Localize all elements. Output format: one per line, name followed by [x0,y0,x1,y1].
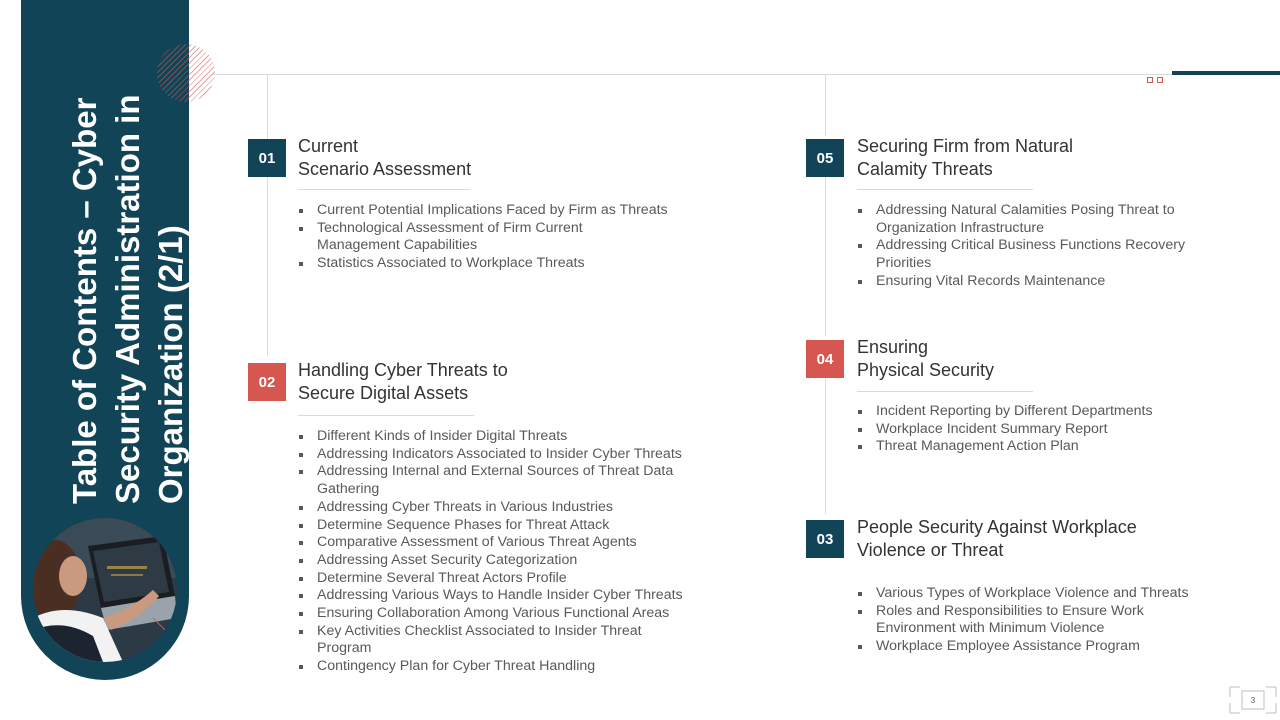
list-item: Addressing Cyber Threats in Various Industries [298,499,708,517]
page-number: 3 [1250,696,1256,705]
list-item: Ensuring Vital Records Maintenance [857,273,1217,291]
list-item: Addressing Critical Business Functions Recovery Priorities [857,237,1216,272]
section-number-badge: 02 [248,363,286,401]
section-rule [298,415,474,416]
section-title-line: Secure Digital Assets [298,383,469,403]
section-number-badge: 01 [248,139,286,177]
section-number-badge: 04 [806,340,844,378]
list-item: Technological Assessment of Firm Current Management Capabilities [298,220,617,255]
left-timeline-line [267,74,268,356]
top-divider-line [213,74,1173,75]
list-item: Addressing Asset Security Categorization [298,552,708,570]
section-title-line: Physical Security [857,360,995,380]
section-title-line: Calamity Threats [857,159,993,179]
page-title: Table of Contents – Cyber Security Administration in Organization (2/1) [66,94,189,504]
top-accent-bar [1172,71,1280,75]
section-bullet-list [857,585,1227,656]
section-title-line: Securing Firm from Natural [857,136,1074,156]
list-item: Incident Reporting by Different Departments [857,403,1217,421]
list-item: Key Activities Checklist Associated to Insider Threat Program [298,623,677,658]
right-timeline-line-bottom [825,378,826,514]
right-timeline-line-mid [825,176,826,336]
list-item: Comparative Assessment of Various Threat Agents [298,534,708,552]
list-item: Current Potential Implications Faced by Firm as Threats [298,202,698,220]
section-title [857,336,1117,382]
section-title [857,135,1117,181]
section-title-line: Violence or Threat [857,540,1004,560]
sidebar-panel [21,0,189,680]
list-item: Different Kinds of Insider Digital Threats [298,428,708,446]
decorative-striped-circle [157,44,215,102]
section-title-line: Scenario Assessment [298,159,472,179]
list-item: Addressing Natural Calamities Posing Threat to Organization Infrastructure [857,202,1196,237]
section-rule [857,189,1033,190]
right-timeline-line-top [825,74,826,136]
list-item: Contingency Plan for Cyber Threat Handling [298,658,708,676]
list-item: Determine Several Threat Actors Profile [298,570,708,588]
section-rule [298,189,470,190]
person-laptop-photo [33,518,177,662]
section-title [298,359,558,405]
list-item: Roles and Responsibilities to Ensure Work Environment with Minimum Violence [857,603,1186,638]
section-number-badge: 03 [806,520,844,558]
list-item: Determine Sequence Phases for Threat Attack [298,517,708,535]
section-title-line: Current [298,136,359,156]
section-rule [857,391,1033,392]
section-bullet-list [857,202,1217,291]
list-item: Addressing Various Ways to Handle Insider Cyber Threats [298,587,708,605]
list-item: Various Types of Workplace Violence and Threats [857,585,1227,603]
decorative-squares [1147,70,1167,88]
list-item: Addressing Indicators Associated to Insider Cyber Threats [298,446,708,464]
list-item: Threat Management Action Plan [857,438,1217,456]
section-title-line: Ensuring [857,337,929,357]
section-bullet-list [298,428,708,676]
section-title [298,135,558,181]
section-title [857,516,1197,562]
section-title-line: People Security Against Workplace [857,517,1137,537]
list-item: Addressing Internal and External Sources of Threat Data Gathering [298,463,697,498]
section-title-line: Handling Cyber Threats to [298,360,508,380]
section-number-badge: 05 [806,139,844,177]
list-item: Statistics Associated to Workplace Threats [298,255,698,273]
list-item: Workplace Incident Summary Report [857,421,1217,439]
list-item: Workplace Employee Assistance Program [857,638,1227,656]
section-bullet-list [298,202,698,273]
list-item: Ensuring Collaboration Among Various Functional Areas [298,605,708,623]
section-bullet-list [857,403,1217,456]
